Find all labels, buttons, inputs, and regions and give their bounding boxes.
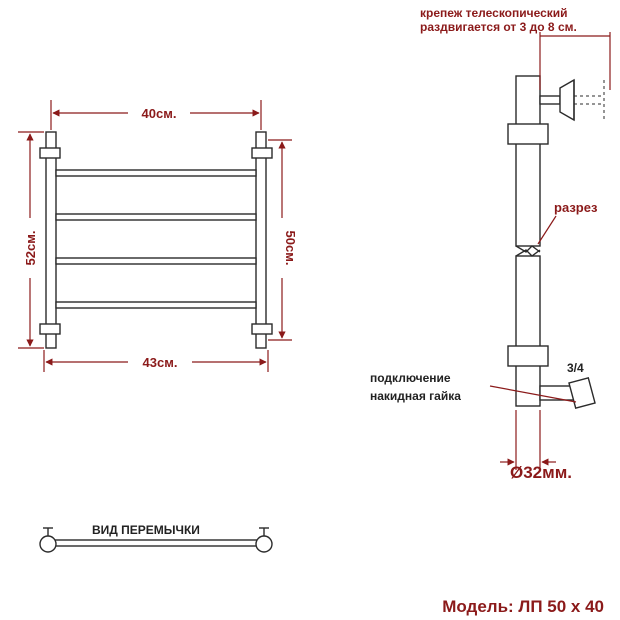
rung: [56, 170, 256, 176]
connection-label-line2: накидная гайка: [370, 389, 461, 403]
bracket-bottom-left: [40, 324, 60, 334]
top-width-dimension: [51, 100, 261, 130]
bottom-width-label: 43см.: [142, 355, 178, 370]
jumper-bar: [54, 540, 258, 546]
bracket-top-right: [252, 148, 272, 158]
telescopic-mount: [540, 96, 560, 104]
lower-clamp: [508, 346, 548, 366]
left-height-dimension: [18, 132, 44, 348]
thread-label: 3/4: [567, 361, 584, 375]
section-label: разрез: [554, 200, 598, 215]
right-post: [256, 132, 266, 348]
mount-label-line2: раздвигается от 3 до 8 см.: [420, 20, 577, 34]
connection-label-line1: подключение: [370, 371, 451, 385]
bracket-top-left: [40, 148, 60, 158]
upper-clamp: [508, 124, 548, 144]
rung: [56, 214, 256, 220]
jumper-view: [40, 523, 272, 552]
front-view: [40, 132, 272, 348]
side-view: [508, 76, 604, 408]
diameter-dimension: [500, 410, 572, 482]
bottom-width-dimension: [44, 350, 268, 372]
union-nut: [569, 378, 595, 408]
top-width-label: 40см.: [141, 106, 177, 121]
rung: [56, 258, 256, 264]
jumper-left-end: [40, 528, 56, 552]
model-caption: Модель: ЛП 50 х 40: [442, 597, 604, 616]
pipe-lower: [516, 256, 540, 406]
mount-annotation: [420, 6, 610, 90]
right-height-label: 50см.: [283, 230, 298, 266]
right-height-dimension: [268, 140, 298, 340]
left-post: [46, 132, 56, 348]
pipe-upper: [516, 76, 540, 246]
diameter-label: Ø32мм.: [510, 463, 573, 482]
jumper-label: ВИД ПЕРЕМЫЧКИ: [92, 523, 200, 537]
left-height-label: 52см.: [23, 230, 38, 266]
jumper-right-end: [256, 528, 272, 552]
bracket-bottom-right: [252, 324, 272, 334]
section-annotation: [538, 200, 598, 244]
mount-label-line1: крепеж телескопический: [420, 6, 568, 20]
rung: [56, 302, 256, 308]
wall-flange: [560, 80, 574, 120]
